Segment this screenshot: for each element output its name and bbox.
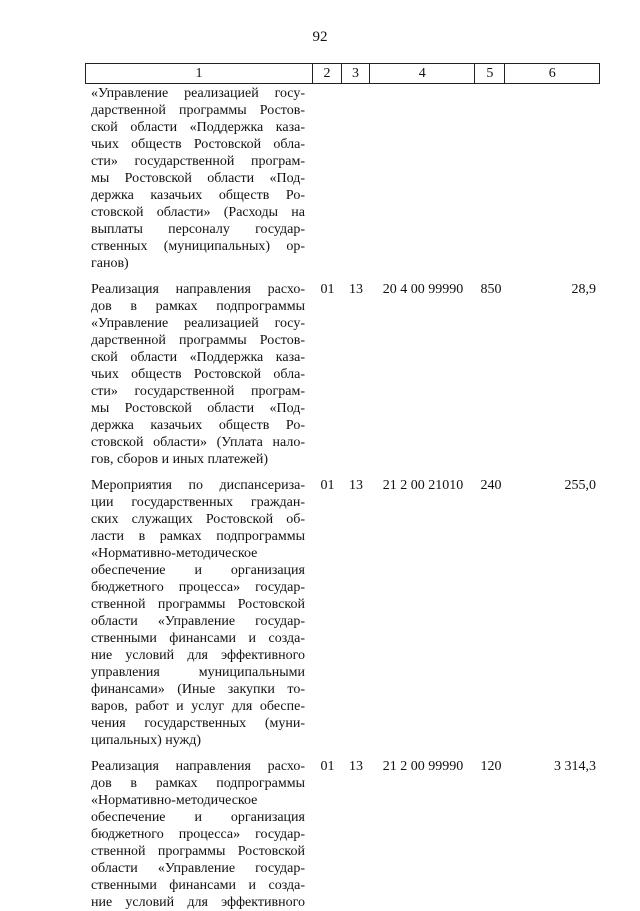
description-line: дарственной программы Ростов- (91, 333, 305, 348)
description-line: дов в рамках подпрограммы (91, 776, 305, 791)
description-line: ципальных) нужд) (91, 733, 202, 748)
header-col-3: 3 (342, 64, 370, 83)
header-col-6: 6 (548, 66, 556, 81)
description-line: варов, работ и услуг для обеспе- (91, 699, 305, 714)
description-line: мы Ростовской области «Под- (91, 401, 305, 416)
section-code: 01 (320, 282, 335, 297)
description-line: «Управление реализацией госу- (91, 86, 305, 101)
subsection-code: 13 (349, 759, 363, 774)
description-line: дов в рамках подпрограммы (91, 299, 305, 314)
expense-type-code: 850 (480, 282, 502, 297)
description-line: стовской области» (Уплата нало- (91, 435, 305, 450)
description-line: ской области «Поддержка каза- (91, 120, 305, 135)
header-col-1: 1 (86, 64, 313, 83)
subsection-code: 13 (349, 478, 363, 493)
header-col-2: 2 (313, 64, 342, 83)
description-line: стовской области» (Расходы на (91, 205, 305, 220)
description-line: ласти в рамках подпрограммы (91, 529, 305, 544)
row-gap (85, 272, 600, 281)
section-code: 01 (320, 759, 335, 774)
amount: 255,0 (564, 478, 596, 493)
subsection-code: 13 (349, 282, 363, 297)
table-row (85, 477, 600, 749)
description-line: чьих обществ Ростовской обла- (91, 367, 305, 382)
description-line: ственными финансами и созда- (91, 631, 305, 646)
expense-type-code: 120 (480, 759, 502, 774)
description-line: ственных (муниципальных) ор- (91, 239, 305, 254)
description-line: «Нормативно-методическое (91, 793, 258, 808)
description-line: управления муниципальными (91, 665, 305, 680)
description-line: бюджетного процесса» государ- (91, 580, 305, 595)
description-line: «Нормативно-методическое (91, 546, 258, 561)
amount: 3 314,3 (554, 759, 596, 774)
description-line: «Управление реализацией госу- (91, 316, 305, 331)
description-line: Реализация направления расхо- (91, 282, 305, 297)
description-line: ственной программы Ростовской (91, 597, 305, 612)
description-line: обеспечение и организация (91, 563, 305, 578)
description-line: бюджетного процесса» государ- (91, 827, 305, 842)
table-row (85, 281, 600, 468)
table-row (85, 758, 600, 911)
description-line: ских служащих Ростовской об- (91, 512, 305, 527)
description-line: обеспечение и организация (91, 810, 305, 825)
description-line: гов, сборов и иных платежей) (91, 452, 269, 467)
target-article-code: 21 2 00 21010 (382, 478, 464, 493)
header-col-5: 5 (475, 64, 505, 83)
description-line: мы Ростовской области «Под- (91, 171, 305, 186)
description-line: ственными финансами и созда- (91, 878, 305, 893)
row-description (85, 758, 313, 911)
row-gap (85, 468, 600, 477)
description-line: Реализация направления расхо- (91, 759, 305, 774)
row-description (85, 477, 313, 749)
description-line: ской области «Поддержка каза- (91, 350, 305, 365)
page-number: 92 (312, 29, 328, 45)
description-line: области «Управление государ- (91, 614, 305, 629)
table-body (85, 85, 600, 911)
description-line: держка казачьих обществ Ро- (91, 418, 305, 433)
description-line: финансами» (Иные закупки то- (91, 682, 305, 697)
description-line: ние условий для эффективного (91, 895, 305, 910)
target-article-code: 20 4 00 99990 (382, 282, 464, 297)
description-line: чьих обществ Ростовской обла- (91, 137, 305, 152)
description-line: дарственной программы Ростов- (91, 103, 305, 118)
row-description (85, 85, 313, 272)
amount: 28,9 (571, 282, 596, 297)
description-line: ганов) (91, 256, 129, 271)
description-line: выплаты персоналу государ- (91, 222, 305, 237)
description-line: ции государственных граждан- (91, 495, 305, 510)
description-line: сти» государственной програм- (91, 154, 305, 169)
description-line: Мероприятия по диспансеризa- (91, 478, 305, 493)
section-code: 01 (320, 478, 335, 493)
description-line: держка казачьих обществ Ро- (91, 188, 305, 203)
table-row (85, 85, 600, 272)
target-article-code: 21 2 00 99990 (382, 759, 464, 774)
header-col-4: 4 (370, 64, 476, 83)
expense-type-code: 240 (480, 478, 502, 493)
row-gap (85, 749, 600, 758)
table-header-row (85, 63, 600, 84)
description-line: ние условий для эффективного (91, 648, 305, 663)
description-line: чения государственных (муни- (91, 716, 305, 731)
row-description (85, 281, 313, 468)
description-line: сти» государственной програм- (91, 384, 305, 399)
description-line: ственной программы Ростовской (91, 844, 305, 859)
description-line: области «Управление государ- (91, 861, 305, 876)
